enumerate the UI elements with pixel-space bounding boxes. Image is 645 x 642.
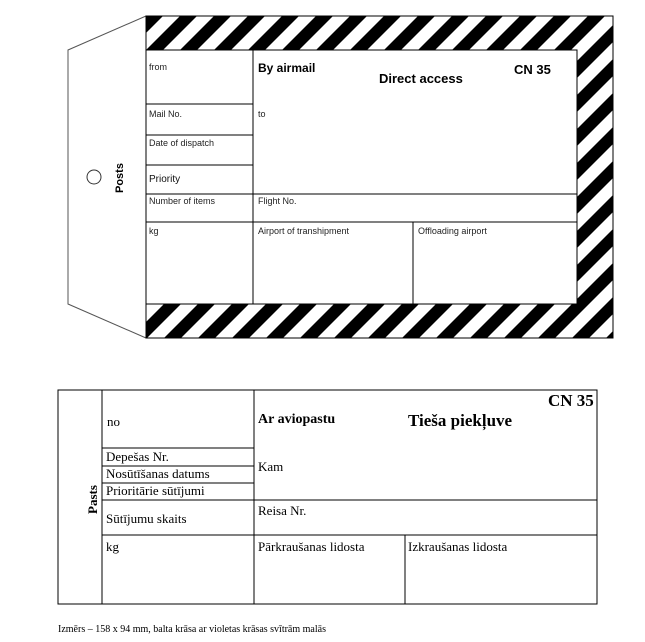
flight-no-label: Flight No.	[258, 196, 297, 206]
border-stripe	[618, 0, 645, 350]
prioritarie-sutijumi-label: Prioritārie sūtījumi	[106, 483, 205, 498]
offloading-airport-label: Offloading airport	[418, 226, 487, 236]
form-box	[146, 50, 577, 304]
to-label: to	[258, 109, 266, 119]
mail-no-label: Mail No.	[149, 109, 183, 119]
lv-kg-label: kg	[106, 539, 119, 554]
reisa-nr-label: Reisa Nr.	[258, 503, 307, 518]
airport-of-transhipment-label: Airport of transhipment	[258, 226, 350, 236]
lv-form-code-label: CN 35	[548, 391, 594, 410]
kam-label: Kam	[258, 459, 284, 474]
nosutisanas-datums-label: Nosūtīšanas datums	[106, 466, 210, 481]
side-label-pasts: Pasts	[85, 485, 100, 514]
no-label: no	[107, 414, 120, 429]
date-of-dispatch-label: Date of dispatch	[149, 138, 215, 148]
number-of-items-label: Number of items	[149, 196, 216, 206]
depesas-nr-label: Depešas Nr.	[106, 449, 169, 464]
tag-outline	[68, 16, 146, 338]
direct-access-label: Direct access	[379, 71, 463, 86]
size-caption: Izmērs – 158 x 94 mm, balta krāsa ar violetas krāsas svītrām malās	[58, 624, 326, 635]
ar-aviopastu-label: Ar aviopastu	[258, 412, 336, 427]
border-stripe	[0, 0, 77, 350]
kg-label: kg	[149, 226, 159, 236]
sutijumu-skaits-label: Sūtījumu skaits	[106, 511, 187, 526]
tag-hole	[87, 170, 101, 184]
border-stripe	[0, 0, 111, 350]
by-airmail-label: By airmail	[258, 61, 316, 75]
priority-label: Priority	[149, 174, 181, 185]
tiesa-piekluve-label: Tieša piekļuve	[408, 411, 513, 430]
izkrausanas-lidosta-label: Izkraušanas lidosta	[408, 539, 508, 554]
parkrausanas-lidosta-label: Pārkraušanas lidosta	[258, 539, 365, 554]
side-label-posts: Posts	[114, 163, 126, 193]
from-label: from	[149, 62, 167, 72]
form-code-label: CN 35	[514, 62, 551, 77]
